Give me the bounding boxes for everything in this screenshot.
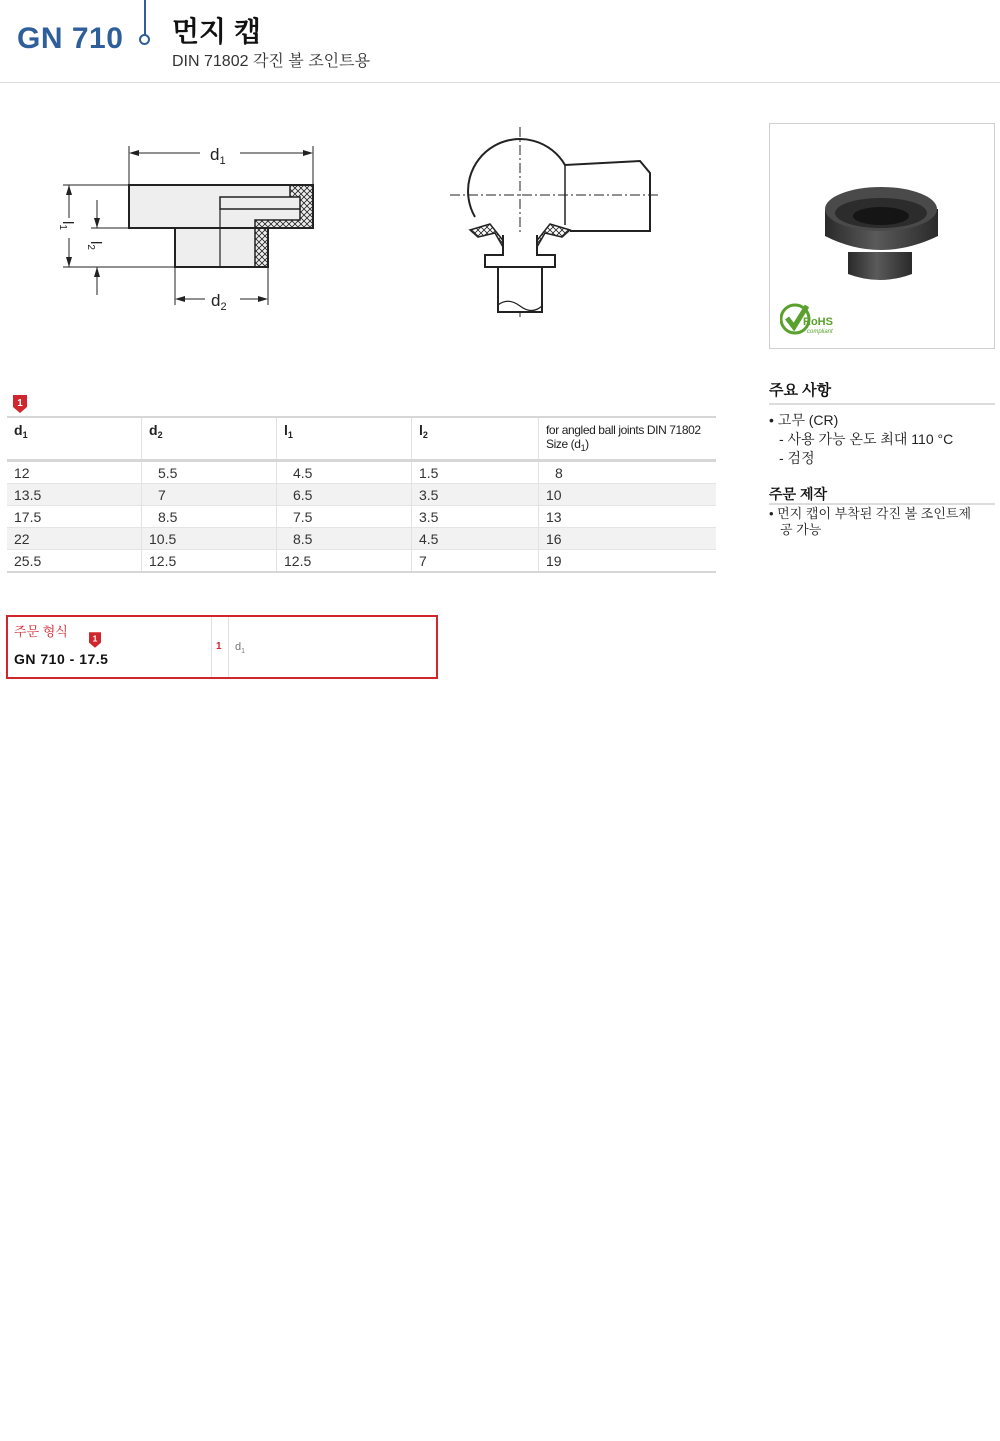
col-d1: $d_1$ xyxy=(7,417,142,461)
cell-l1: 4.5 xyxy=(277,461,412,484)
features-divider xyxy=(769,403,995,405)
order-position-number: 1 xyxy=(216,641,222,652)
dimension-table xyxy=(7,416,716,573)
cell-d2: 10.5 xyxy=(142,528,277,550)
page-header xyxy=(0,0,1000,83)
cell-size: 8 xyxy=(539,461,717,484)
table-row xyxy=(7,550,716,573)
cell-size: 16 xyxy=(539,528,717,550)
cell-d1: 22 xyxy=(7,528,142,550)
order-marker-icon xyxy=(89,632,101,648)
order-code: GN 710 - 17.5 xyxy=(14,651,109,667)
cell-d1: 17.5 xyxy=(7,506,142,528)
cell-l1: 6.5 xyxy=(277,484,412,506)
cell-l1: 12.5 xyxy=(277,550,412,573)
cell-d2: 5.5 xyxy=(142,461,277,484)
order-example-box xyxy=(6,615,438,679)
cell-d1: 12 xyxy=(7,461,142,484)
table-row xyxy=(7,484,716,506)
cell-l1: 7.5 xyxy=(277,506,412,528)
table-row xyxy=(7,506,716,528)
order-position-label: $d_1$ xyxy=(235,641,246,656)
cell-size: 13 xyxy=(539,506,717,528)
page-title: 먼지 캡 xyxy=(172,16,261,47)
svg-text:compliant: compliant xyxy=(807,329,833,335)
custom-divider xyxy=(769,503,995,505)
custom-item: • 먼지 캡이 부착된 각진 볼 조인트제 xyxy=(769,506,972,521)
cell-l2: 1.5 xyxy=(412,461,539,484)
order-label: 주문 형식 xyxy=(14,624,68,639)
svg-text:RoHS: RoHS xyxy=(803,316,833,328)
cell-l2: 3.5 xyxy=(412,484,539,506)
custom-item-cont: 공 가능 xyxy=(780,522,822,537)
header-divider xyxy=(144,0,146,36)
l1-label: $l_1$ xyxy=(57,221,76,230)
col-l2: $l_2$ xyxy=(412,417,539,461)
cell-d1: 13.5 xyxy=(7,484,142,506)
rohs-badge xyxy=(780,300,852,338)
cell-l2: 3.5 xyxy=(412,506,539,528)
svg-text:1: 1 xyxy=(17,398,23,409)
cell-l1: 8.5 xyxy=(277,528,412,550)
custom-list xyxy=(769,506,971,538)
header-divider-dot xyxy=(139,34,150,45)
table-header-row xyxy=(7,417,716,461)
features-list xyxy=(769,411,953,468)
order-separator xyxy=(228,617,229,677)
dimension-drawing xyxy=(55,140,335,320)
col-l1: $l_1$ xyxy=(277,417,412,461)
table-row xyxy=(7,461,716,484)
custom-title: 주문 제작 xyxy=(769,486,827,502)
table-row xyxy=(7,528,716,550)
ball-joint-drawing xyxy=(445,125,665,320)
position-marker-icon xyxy=(13,395,27,413)
d1-label: $d_1$ xyxy=(210,145,226,167)
order-separator xyxy=(211,617,212,677)
feature-temperature: - 사용 가능 온도 최대 110 °C xyxy=(779,431,954,447)
cell-d2: 7 xyxy=(142,484,277,506)
d2-label: $d_2$ xyxy=(211,291,227,313)
features-title: 주요 사항 xyxy=(769,382,832,399)
cell-d2: 12.5 xyxy=(142,550,277,573)
feature-material: • 고무 (CR) xyxy=(769,412,839,428)
feature-color: - 검정 xyxy=(779,450,815,466)
cell-l2: 4.5 xyxy=(412,528,539,550)
col-d2: $d_2$ xyxy=(142,417,277,461)
product-code: GN 710 xyxy=(17,22,124,55)
cell-l2: 7 xyxy=(412,550,539,573)
cell-d1: 25.5 xyxy=(7,550,142,573)
page-subtitle: DIN 71802 각진 볼 조인트용 xyxy=(172,53,371,70)
col-ball-joint-size: for angled ball joints DIN 71802 Size $(d_1)$ xyxy=(539,417,717,461)
cell-d2: 8.5 xyxy=(142,506,277,528)
cell-size: 19 xyxy=(539,550,717,573)
l2-label: $l_2$ xyxy=(85,241,104,250)
product-photo xyxy=(769,123,995,349)
cell-size: 10 xyxy=(539,484,717,506)
svg-text:1: 1 xyxy=(92,633,98,644)
